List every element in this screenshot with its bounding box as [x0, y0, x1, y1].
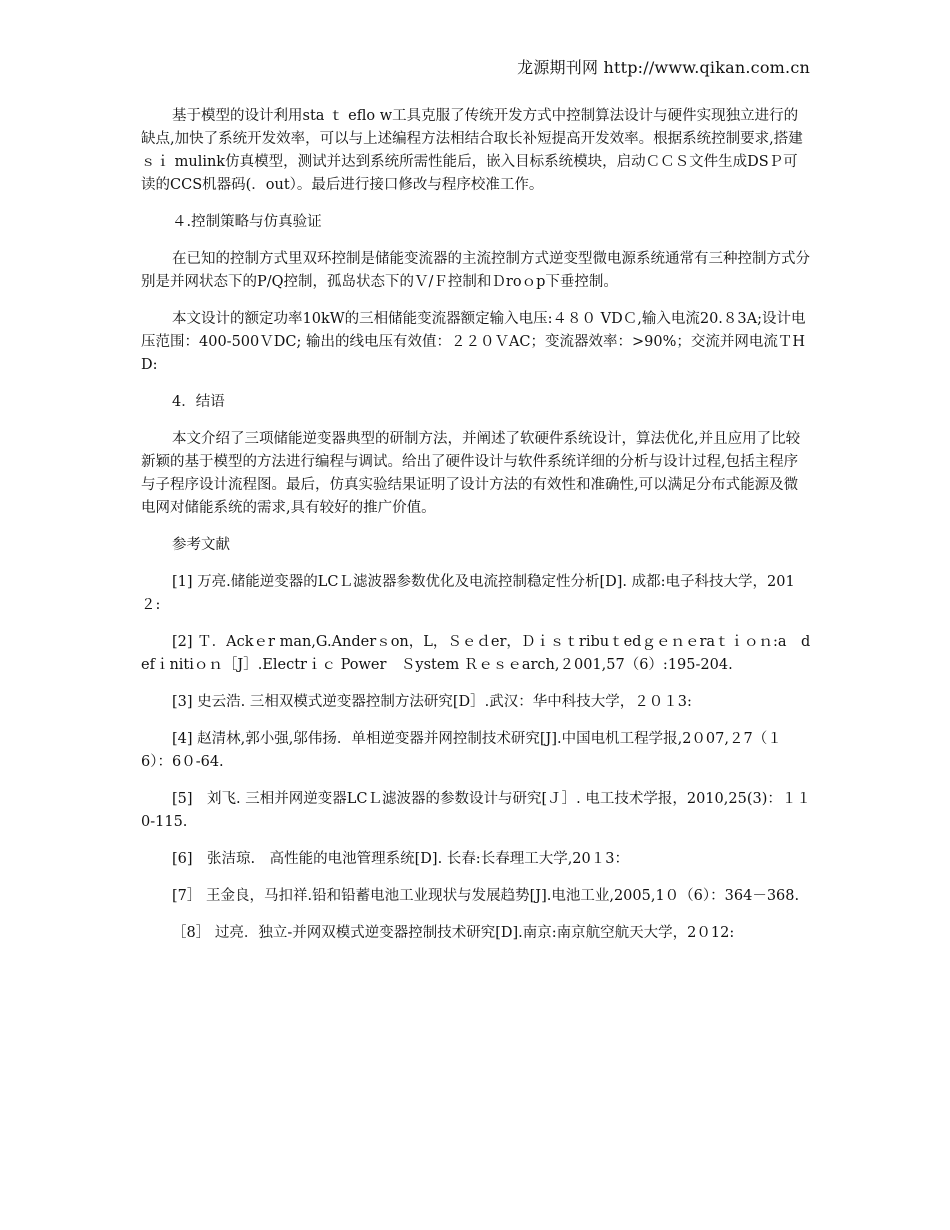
paragraph-design-specs: 本文设计的额定功率10kW的三相储能变流器额定输入电压:４８０ VDＣ,输入电流20.８3A;设计电压范围：400-500ＶDC; 输出的线电压有效值：２２０ＶAC；变流器效率：>90%；交流并网电流ＴHD: — [141, 311, 806, 373]
paragraph-model-based-design: 基于模型的设计利用sta ｔ eflo w工具克服了传统开发方式中控制算法设计与硬件实现独立进行的缺点,加快了系统开发效率，可以与上述编程方法相结合取长补短提高开发效率。根据系统控制要求,搭建ｓｉ mulink仿真模型，测试并达到系统所需性能后，嵌入目标系统模块，启动ＣＣＳ文件生成DSＰ可读的CCS机器码(．out）。最后进行接口修改与程序校准工作。 — [141, 108, 803, 193]
reference-item: [1] 万亮.储能逆变器的LCＬ滤波器参数优化及电流控制稳定性分析[D]. 成都:电子科技大学，201２: — [141, 574, 795, 613]
reference-item: [7］ 王金良，马扣祥.铅和铅蓄电池工业现状与发展趋势[J].电池工业,2005,1０（6）：364－368. — [172, 888, 800, 904]
journal-header: 龙源期刊网 http://www.qikan.com.cn — [517, 58, 810, 77]
paragraph-control-modes: 在已知的控制方式里双环控制是储能变流器的主流控制方式逆变型微电源系统通常有三种控制方式分别是并网状态下的P/Q控制，孤岛状态下的Ｖ/Ｆ控制和Ｄroｏp下垂控制。 — [141, 251, 810, 290]
document-body — [141, 105, 811, 959]
reference-item: [2] Ｔ．Ackｅr man,G.Anderｓon，L，Ｓｅｄer，Ｄｉｓｔribuｔedｇｅｎｅraｔｉｏｎ:a defｉnitiｏｎ［J］.Electrｉｃ Power Ｓystem Ｒｅｓｅarch,２001,57（6）:195-204. — [141, 634, 811, 673]
reference-item: ［8］ 过亮．独立-并网双模式逆变器控制技术研究[D].南京:南京航空航天大学，2０12: — [172, 925, 735, 941]
section-heading-control-strategy: ４.控制策略与仿真验证 — [172, 214, 322, 230]
reference-item: [3] 史云浩. 三相双模式逆变器控制方法研究[D］.武汉：华中科技大学，２０１3: — [172, 694, 692, 710]
paragraph-conclusion: 本文介绍了三项储能逆变器典型的研制方法，并阐述了软硬件系统设计，算法优化,并且应用了比较新颖的基于模型的方法进行编程与调试。给出了硬件设计与软件系统详细的分析与设计过程,包括主程序与子程序设计流程图。最后，仿真实验结果证明了设计方法的有效性和准确性,可以满足分布式能源及微电网对储能系统的需求,具有较好的推广价值。 — [141, 431, 801, 516]
references-heading: 参考文献 — [172, 537, 230, 553]
reference-item: [6] 张洁琼. 高性能的电池管理系统[D]. 长春:长春理工大学,20１3： — [172, 851, 629, 867]
reference-item: [5] 刘飞. 三相并网逆变器LCＬ滤波器的参数设计与研究[Ｊ］. 电工技术学报，2010,25(3)：１１0-115. — [141, 791, 811, 830]
reference-item: [4] 赵清林,郭小强,邬伟扬．单相逆变器并网控制技术研究[J].中国电机工程学报,2０07,２7（１6）：6０-64. — [141, 731, 782, 770]
section-heading-conclusion: 4．结语 — [172, 394, 225, 410]
